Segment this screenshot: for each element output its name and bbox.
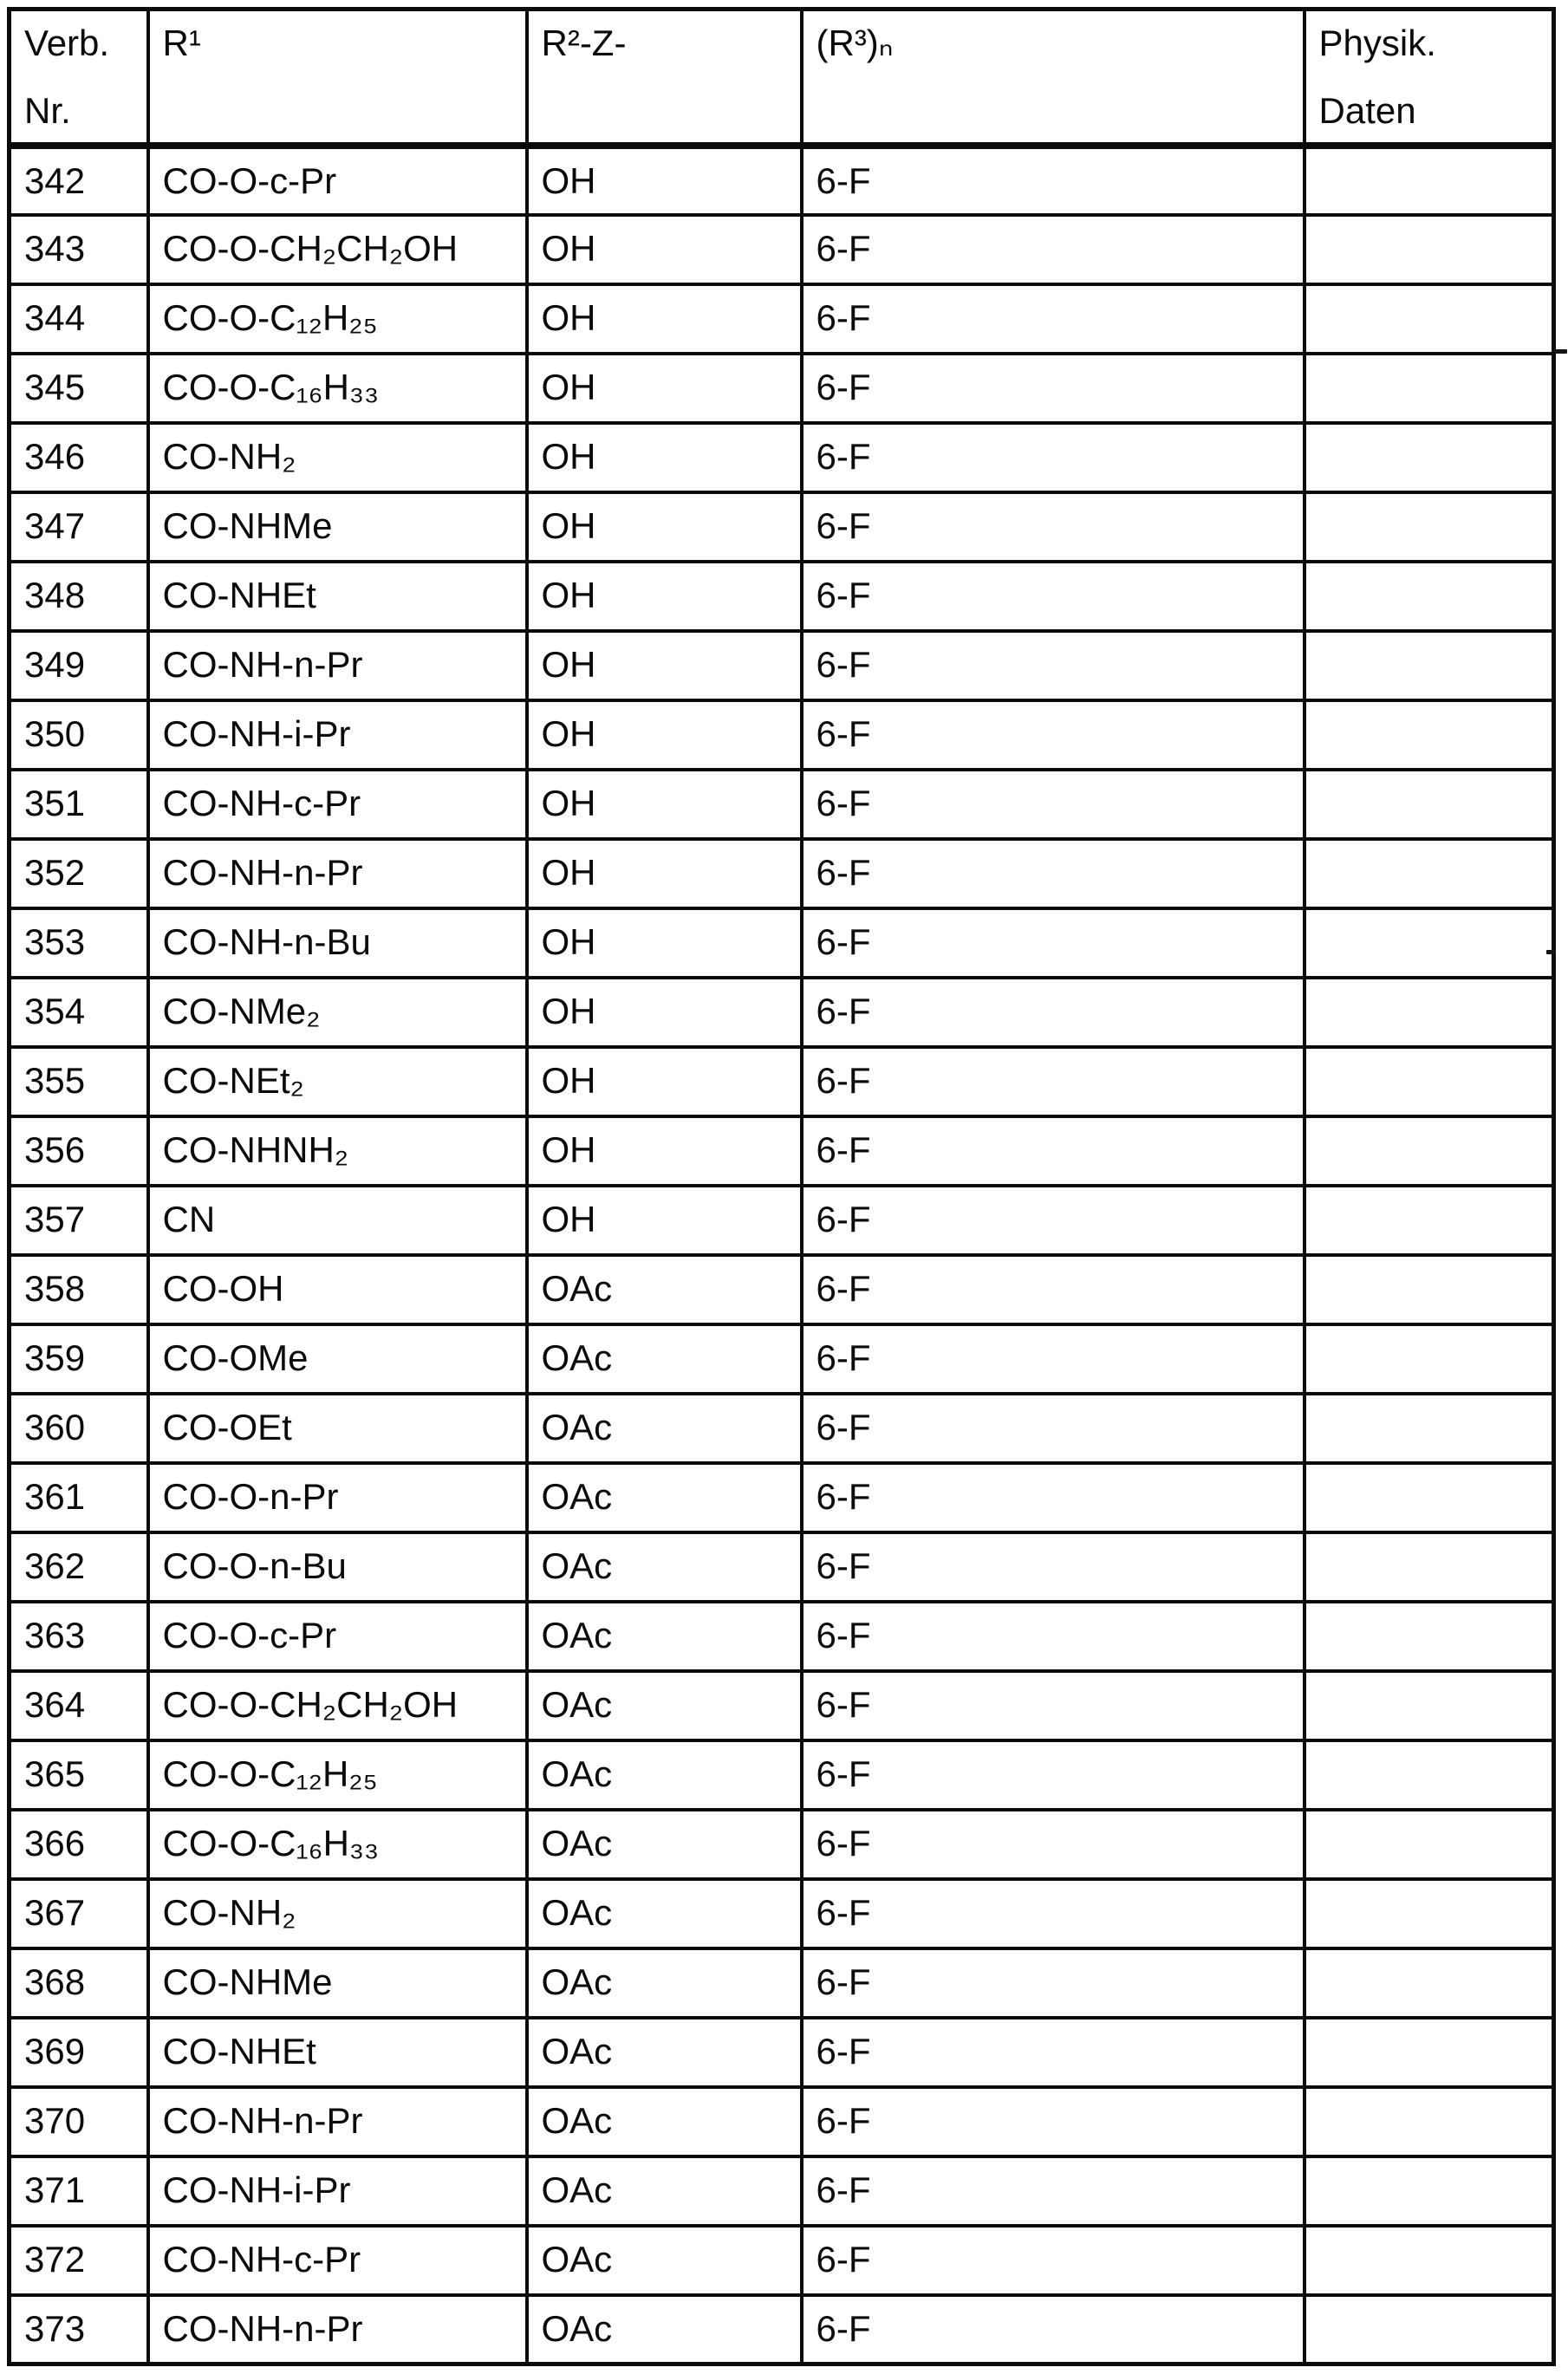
cell-r2-z: OAc: [527, 1879, 802, 1948]
cell-r2-z: OAc: [527, 1324, 802, 1394]
cell-r1: CO-NHEt: [148, 2018, 527, 2087]
table-row: [10, 1948, 1554, 2018]
cell-r3-n: 6-F: [802, 631, 1304, 700]
cell-r3-n: 6-F: [802, 908, 1304, 978]
table-row: [10, 1255, 1554, 1324]
cell-physik-daten: [1304, 1463, 1554, 1532]
table-row: [10, 562, 1554, 631]
cell-r3-n: 6-F: [802, 770, 1304, 839]
cell-r2-z: OAc: [527, 2087, 802, 2156]
cell-r3-n: 6-F: [802, 1948, 1304, 2018]
cell-r3-n: 6-F: [802, 354, 1304, 423]
cell-verb-nr: 362: [10, 1532, 148, 1602]
cell-physik-daten: [1304, 700, 1554, 770]
cell-physik-daten: [1304, 2087, 1554, 2156]
cell-physik-daten: [1304, 492, 1554, 562]
cell-r3-n: 6-F: [802, 978, 1304, 1047]
header-verb-nr-line1: Verb.: [24, 23, 110, 63]
cell-r3-n: 6-F: [802, 1879, 1304, 1948]
table-row: [10, 1602, 1554, 1671]
cell-r2-z: OH: [527, 839, 802, 908]
cell-r3-n: 6-F: [802, 2018, 1304, 2087]
cell-physik-daten: [1304, 631, 1554, 700]
cell-r3-n: 6-F: [802, 215, 1304, 284]
cell-physik-daten: [1304, 562, 1554, 631]
cell-r1: CO-NH-i-Pr: [148, 700, 527, 770]
cell-r1: CO-O-n-Pr: [148, 1463, 527, 1532]
header-verb-nr-line2: Nr.: [24, 90, 71, 132]
cell-r1: CO-NH₂: [148, 1879, 527, 1948]
table-row: [10, 1671, 1554, 1740]
cell-verb-nr: 370: [10, 2087, 148, 2156]
cell-physik-daten: [1304, 1255, 1554, 1324]
cell-r3-n: 6-F: [802, 1740, 1304, 1810]
cell-physik-daten: [1304, 2018, 1554, 2087]
header-r2-z: R²-Z-: [527, 10, 802, 146]
cell-physik-daten: [1304, 770, 1554, 839]
cell-r3-n: 6-F: [802, 700, 1304, 770]
table-row: [10, 2018, 1554, 2087]
cell-physik-daten: [1304, 1602, 1554, 1671]
cell-physik-daten: [1304, 1394, 1554, 1463]
cell-r2-z: OH: [527, 215, 802, 284]
cell-physik-daten: [1304, 1116, 1554, 1186]
cell-r2-z: OH: [527, 1186, 802, 1255]
cell-physik-daten: [1304, 146, 1554, 215]
cell-r3-n: 6-F: [802, 1047, 1304, 1116]
cell-r3-n: 6-F: [802, 1394, 1304, 1463]
header-physik-line1: Physik.: [1318, 23, 1436, 63]
cell-physik-daten: [1304, 1532, 1554, 1602]
cell-r1: CO-NH-n-Pr: [148, 2295, 527, 2364]
cell-physik-daten: [1304, 215, 1554, 284]
table-row: [10, 284, 1554, 354]
cell-physik-daten: [1304, 1810, 1554, 1879]
cell-verb-nr: 349: [10, 631, 148, 700]
cell-r3-n: 6-F: [802, 1602, 1304, 1671]
table-row: [10, 2087, 1554, 2156]
cell-physik-daten: [1304, 839, 1554, 908]
cell-r3-n: 6-F: [802, 1186, 1304, 1255]
table-row: [10, 1116, 1554, 1186]
cell-r1: CO-OH: [148, 1255, 527, 1324]
table-row: [10, 2156, 1554, 2226]
cell-verb-nr: 361: [10, 1463, 148, 1532]
cell-r1: CO-OMe: [148, 1324, 527, 1394]
cell-r2-z: OH: [527, 1047, 802, 1116]
cell-verb-nr: 360: [10, 1394, 148, 1463]
cell-verb-nr: 348: [10, 562, 148, 631]
header-r1: R¹: [148, 10, 527, 146]
cell-physik-daten: [1304, 1671, 1554, 1740]
cell-verb-nr: 366: [10, 1810, 148, 1879]
cell-r1: CO-NHNH₂: [148, 1116, 527, 1186]
cell-physik-daten: [1304, 1740, 1554, 1810]
cell-physik-daten: [1304, 978, 1554, 1047]
cell-verb-nr: 358: [10, 1255, 148, 1324]
cell-r1: CO-NHEt: [148, 562, 527, 631]
cell-r2-z: OH: [527, 146, 802, 215]
table-row: [10, 354, 1554, 423]
cell-r2-z: OH: [527, 1116, 802, 1186]
cell-verb-nr: 356: [10, 1116, 148, 1186]
cell-verb-nr: 357: [10, 1186, 148, 1255]
table-row: [10, 1879, 1554, 1948]
cell-r2-z: OAc: [527, 2226, 802, 2295]
cell-r2-z: OH: [527, 562, 802, 631]
cell-r2-z: OH: [527, 492, 802, 562]
table-row: [10, 978, 1554, 1047]
scan-artifact-dash: [1554, 349, 1567, 354]
cell-r2-z: OH: [527, 700, 802, 770]
cell-verb-nr: 346: [10, 423, 148, 492]
cell-verb-nr: 371: [10, 2156, 148, 2226]
cell-r1: CO-NH₂: [148, 423, 527, 492]
cell-r1: CO-NH-n-Pr: [148, 631, 527, 700]
cell-r2-z: OH: [527, 908, 802, 978]
cell-r2-z: OH: [527, 423, 802, 492]
cell-physik-daten: [1304, 1948, 1554, 2018]
cell-verb-nr: 363: [10, 1602, 148, 1671]
cell-r2-z: OH: [527, 978, 802, 1047]
cell-verb-nr: 345: [10, 354, 148, 423]
cell-verb-nr: 352: [10, 839, 148, 908]
table-row: [10, 1186, 1554, 1255]
cell-physik-daten: [1304, 2295, 1554, 2364]
cell-verb-nr: 367: [10, 1879, 148, 1948]
table-row: [10, 1463, 1554, 1532]
cell-r2-z: OAc: [527, 1532, 802, 1602]
table-row: [10, 1394, 1554, 1463]
cell-physik-daten: [1304, 1324, 1554, 1394]
cell-r2-z: OAc: [527, 1394, 802, 1463]
cell-verb-nr: 344: [10, 284, 148, 354]
table-row: [10, 1532, 1554, 1602]
cell-physik-daten: [1304, 1186, 1554, 1255]
cell-physik-daten: [1304, 2226, 1554, 2295]
cell-r2-z: OAc: [527, 2295, 802, 2364]
cell-r3-n: 6-F: [802, 1671, 1304, 1740]
table-row: [10, 1324, 1554, 1394]
cell-r3-n: 6-F: [802, 1324, 1304, 1394]
cell-r2-z: OAc: [527, 1948, 802, 2018]
cell-r3-n: 6-F: [802, 423, 1304, 492]
table-row: [10, 631, 1554, 700]
header-verb-nr: [10, 10, 148, 146]
cell-verb-nr: 355: [10, 1047, 148, 1116]
header-r3-n: (R³)ₙ: [802, 10, 1304, 146]
table-row: [10, 215, 1554, 284]
header-physik-daten: [1304, 10, 1554, 146]
cell-verb-nr: 364: [10, 1671, 148, 1740]
table-row: [10, 700, 1554, 770]
cell-r1: CO-O-C₁₆H₃₃: [148, 1810, 527, 1879]
cell-r2-z: OH: [527, 631, 802, 700]
table-row: [10, 2295, 1554, 2364]
cell-r1: CO-NHMe: [148, 492, 527, 562]
table-row: [10, 908, 1554, 978]
cell-verb-nr: 342: [10, 146, 148, 215]
cell-r1: CO-NH-n-Pr: [148, 2087, 527, 2156]
cell-r2-z: OAc: [527, 1671, 802, 1740]
cell-verb-nr: 347: [10, 492, 148, 562]
cell-r3-n: 6-F: [802, 1532, 1304, 1602]
cell-verb-nr: 354: [10, 978, 148, 1047]
cell-r1: CO-NEt₂: [148, 1047, 527, 1116]
cell-r1: CO-NH-n-Bu: [148, 908, 527, 978]
cell-verb-nr: 359: [10, 1324, 148, 1394]
cell-verb-nr: 343: [10, 215, 148, 284]
table-row: [10, 423, 1554, 492]
cell-r1: CO-NH-n-Pr: [148, 839, 527, 908]
cell-r1: CO-O-n-Bu: [148, 1532, 527, 1602]
table-header: [10, 10, 1554, 146]
cell-verb-nr: 365: [10, 1740, 148, 1810]
cell-r2-z: OAc: [527, 1810, 802, 1879]
table-row: [10, 1047, 1554, 1116]
header-row: [10, 10, 1554, 146]
cell-r1: CO-NHMe: [148, 1948, 527, 2018]
cell-r2-z: OH: [527, 354, 802, 423]
table-row: [10, 2226, 1554, 2295]
cell-r2-z: OAc: [527, 1740, 802, 1810]
cell-physik-daten: [1304, 423, 1554, 492]
cell-verb-nr: 353: [10, 908, 148, 978]
cell-r3-n: 6-F: [802, 2226, 1304, 2295]
cell-r1: CO-OEt: [148, 1394, 527, 1463]
table-row: [10, 770, 1554, 839]
cell-r3-n: 6-F: [802, 2156, 1304, 2226]
cell-physik-daten: [1304, 1879, 1554, 1948]
cell-r2-z: OH: [527, 284, 802, 354]
cell-verb-nr: 351: [10, 770, 148, 839]
scan-artifact-dash: [1546, 950, 1556, 954]
cell-r1: CO-O-C₁₆H₃₃: [148, 354, 527, 423]
cell-r2-z: OAc: [527, 1255, 802, 1324]
table-row: [10, 492, 1554, 562]
cell-r1: CO-NH-c-Pr: [148, 2226, 527, 2295]
cell-verb-nr: 373: [10, 2295, 148, 2364]
cell-r1: CO-NH-i-Pr: [148, 2156, 527, 2226]
cell-r1: CO-O-C₁₂H₂₅: [148, 1740, 527, 1810]
cell-physik-daten: [1304, 908, 1554, 978]
cell-r1: CO-O-CH₂CH₂OH: [148, 215, 527, 284]
cell-r2-z: OAc: [527, 1602, 802, 1671]
cell-verb-nr: 369: [10, 2018, 148, 2087]
cell-r2-z: OH: [527, 770, 802, 839]
cell-r1: CO-NH-c-Pr: [148, 770, 527, 839]
table-body: [10, 146, 1554, 2364]
cell-physik-daten: [1304, 1047, 1554, 1116]
cell-r3-n: 6-F: [802, 284, 1304, 354]
cell-r3-n: 6-F: [802, 839, 1304, 908]
cell-r3-n: 6-F: [802, 492, 1304, 562]
table-row: [10, 1810, 1554, 1879]
cell-r2-z: OAc: [527, 1463, 802, 1532]
cell-physik-daten: [1304, 2156, 1554, 2226]
table-row: [10, 839, 1554, 908]
compound-table: [7, 7, 1556, 2366]
cell-r1: CN: [148, 1186, 527, 1255]
cell-r1: CO-NMe₂: [148, 978, 527, 1047]
cell-r3-n: 6-F: [802, 2295, 1304, 2364]
table-row: [10, 1740, 1554, 1810]
header-physik-line2: Daten: [1318, 90, 1416, 132]
cell-verb-nr: 372: [10, 2226, 148, 2295]
cell-physik-daten: [1304, 284, 1554, 354]
cell-r3-n: 6-F: [802, 1463, 1304, 1532]
cell-r3-n: 6-F: [802, 1255, 1304, 1324]
cell-r3-n: 6-F: [802, 1810, 1304, 1879]
cell-verb-nr: 368: [10, 1948, 148, 2018]
cell-r2-z: OAc: [527, 2018, 802, 2087]
cell-r1: CO-O-CH₂CH₂OH: [148, 1671, 527, 1740]
cell-r2-z: OAc: [527, 2156, 802, 2226]
cell-verb-nr: 350: [10, 700, 148, 770]
cell-r3-n: 6-F: [802, 2087, 1304, 2156]
cell-r3-n: 6-F: [802, 562, 1304, 631]
cell-r3-n: 6-F: [802, 146, 1304, 215]
cell-r3-n: 6-F: [802, 1116, 1304, 1186]
cell-physik-daten: [1304, 354, 1554, 423]
cell-r1: CO-O-c-Pr: [148, 1602, 527, 1671]
cell-r1: CO-O-C₁₂H₂₅: [148, 284, 527, 354]
cell-r1: CO-O-c-Pr: [148, 146, 527, 215]
table-row: [10, 146, 1554, 215]
